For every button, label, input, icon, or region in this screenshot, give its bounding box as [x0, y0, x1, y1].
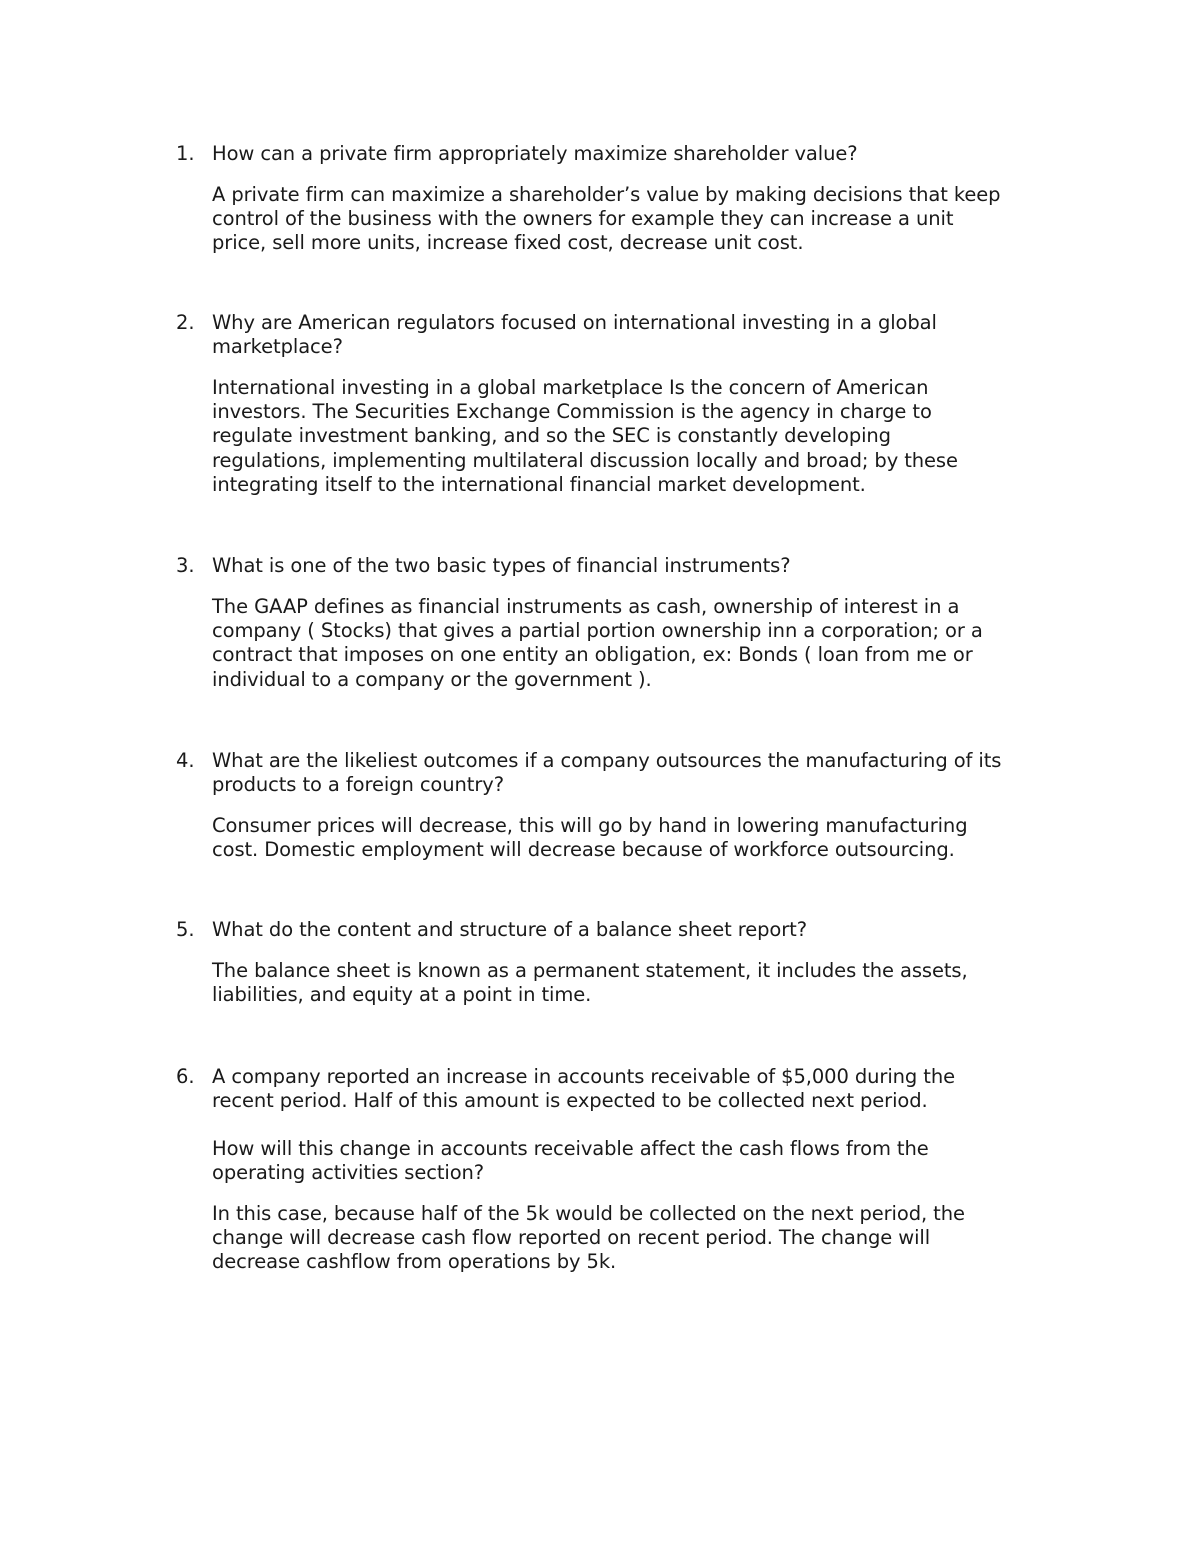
answer-line: liabilities, and equity at a point in time.: [212, 983, 592, 1007]
sub-question-paragraph: [212, 1137, 1068, 1185]
answer-line: decrease cashflow from operations by 5k.: [212, 1250, 617, 1274]
answer-paragraph: [212, 376, 1068, 497]
question-number: 1.: [176, 142, 195, 165]
answer-line: The GAAP defines as financial instruments as cash, ownership of interest in a: [212, 595, 960, 618]
answer-line: cost. Domestic employment will decrease because of workforce outsourcing.: [212, 838, 955, 862]
question-line: What are the likeliest outcomes if a company outsources the manufacturing of its: [212, 749, 1002, 772]
answer-line: control of the business with the owners for example they can increase a unit: [212, 207, 954, 231]
question-number: 4.: [176, 749, 195, 772]
answer-line: regulate investment banking, and so the SEC is constantly developing: [212, 424, 891, 448]
question-number: 5.: [176, 918, 195, 941]
answer-paragraph: [212, 814, 1068, 862]
question-line: recent period. Half of this amount is expected to be collected next period.: [212, 1089, 928, 1113]
answer-line: In this case, because half of the 5k would be collected on the next period, the: [212, 1202, 965, 1225]
answer-line: investors. The Securities Exchange Commission is the agency in charge to: [212, 400, 932, 424]
question-line: Why are American regulators focused on international investing in a global: [212, 311, 937, 334]
answer-line: price, sell more units, increase fixed cost, decrease unit cost.: [212, 231, 804, 255]
answer-line: company ( Stocks) that gives a partial portion ownership inn a corporation; or a: [212, 619, 983, 643]
question-text: [212, 749, 1068, 797]
answer-line: contract that imposes on one entity an obligation, ex: Bonds ( loan from me or: [212, 643, 973, 667]
question-line: products to a foreign country?: [212, 773, 504, 797]
answer-line: change will decrease cash flow reported on recent period. The change will: [212, 1226, 931, 1250]
answer-line: individual to a company or the government ).: [212, 667, 652, 691]
answer-line: operating activities section?: [212, 1161, 485, 1185]
question-line: How can a private firm appropriately maximize shareholder value?: [212, 142, 858, 165]
question-line: What is one of the two basic types of financial instruments?: [212, 554, 791, 577]
question-text: [212, 311, 1068, 359]
question-line: A company reported an increase in accounts receivable of $5,000 during the: [212, 1065, 955, 1088]
answer-paragraph: [212, 183, 1068, 256]
answer-line: The balance sheet is known as a permanent statement, it includes the assets,: [212, 959, 968, 982]
question-number: 2.: [176, 311, 195, 334]
answer-line: integrating itself to the international financial market development.: [212, 472, 866, 496]
question-text: [212, 1065, 1068, 1113]
question-text: [212, 918, 1068, 942]
answer-line: How will this change in accounts receivable affect the cash flows from the: [212, 1137, 929, 1160]
question-text: [212, 142, 1068, 166]
question-number: 3.: [176, 554, 195, 577]
answer-line: Consumer prices will decrease, this will go by hand in lowering manufacturing: [212, 814, 968, 837]
answer-line: regulations, implementing multilateral discussion locally and broad; by these: [212, 448, 958, 472]
question-line: marketplace?: [212, 335, 343, 359]
question-text: [212, 554, 1068, 578]
question-line: What do the content and structure of a balance sheet report?: [212, 918, 807, 941]
answer-line: International investing in a global marketplace Is the concern of American: [212, 376, 929, 399]
answer-paragraph: [212, 1202, 1068, 1275]
question-number: 6.: [176, 1065, 195, 1088]
answer-line: A private firm can maximize a shareholder’s value by making decisions that keep: [212, 183, 1001, 206]
answer-paragraph: [212, 959, 1068, 1007]
answer-paragraph: [212, 595, 1068, 692]
